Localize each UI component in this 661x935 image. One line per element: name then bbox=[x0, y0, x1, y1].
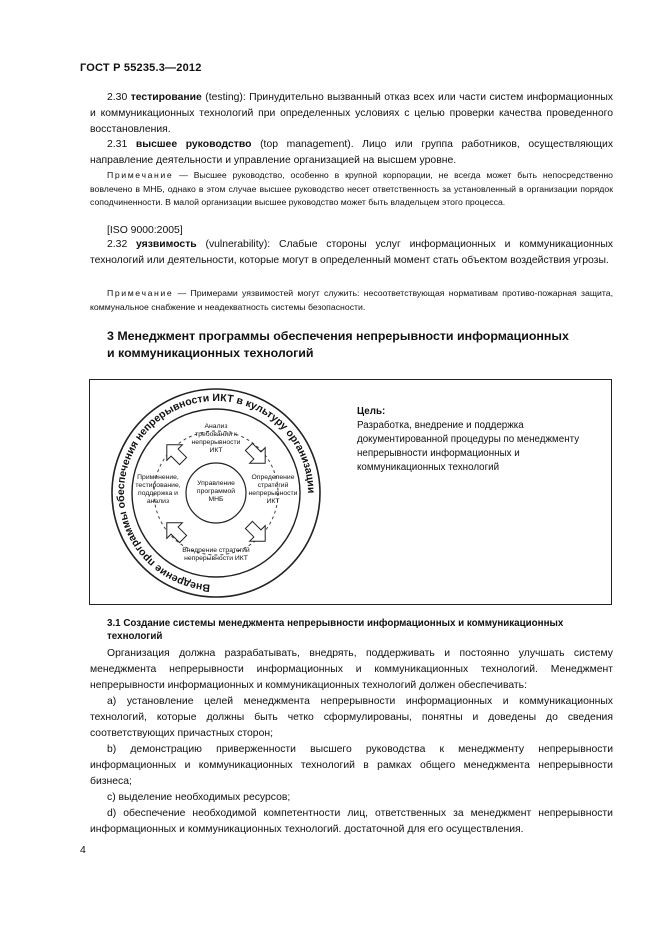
term-number: 2.31 bbox=[107, 139, 128, 150]
pdca-diagram bbox=[100, 384, 332, 602]
list-item-a: a) установление целей менеджмента непрерывности информационных и коммуникационных технологий, которые должны быть четко сформулированы, понятны и доведены до сведения соответствующих причастных сторон; bbox=[90, 696, 613, 739]
label-line: Применение, bbox=[137, 474, 179, 481]
label-line: поддержка и bbox=[138, 490, 178, 497]
list-item-b: b) демонстрацию приверженности высшего руководства к менеджменту непрерывности информационных и коммуникационных технологий в рамках общего менеджмента непрерывности бизнеса; bbox=[90, 744, 613, 787]
label-line: Внедрение стратегий bbox=[182, 547, 250, 554]
term-definition: (top management). Лицо или группа работников, осуществляющих направление деятельности и управление организацией на высшем уровне. bbox=[90, 139, 614, 166]
term-number: 2.32 bbox=[107, 239, 128, 250]
arrow-top-left-icon bbox=[159, 437, 191, 469]
stage-strategy-label bbox=[249, 474, 298, 505]
stage-analysis-label bbox=[192, 423, 241, 454]
label-line: анализ bbox=[146, 498, 170, 505]
stage-testing-label bbox=[135, 474, 180, 505]
figure-goal bbox=[357, 405, 601, 475]
term-name: уязвимость bbox=[136, 239, 197, 250]
label-line: требований к bbox=[195, 431, 237, 438]
term-2-32 bbox=[90, 237, 613, 269]
section-3-title: 3 Менеджмент программы обеспечения непрерывности информационных и коммуникационных технологий bbox=[107, 329, 569, 360]
label-line: Определение bbox=[251, 474, 295, 481]
term-definition: (vulnerability): Слабые стороны услуг информационных и коммуникационных технологий или деятельности, которые могут в определенный момент стать объектом воздействия угрозы. bbox=[90, 239, 614, 266]
note-text: — Высшее руководство, особенно в крупной корпорации, не всегда может быть непосредственно вовлечено в МНБ, однако в этом случае высшее руководство несет ответственность за установленный в организации порядок соподчиненности. В малой организации высшее руководство может быть владельцем этого процесса. bbox=[90, 170, 613, 207]
ring-text: Внедрение программы обеспечения непрерывности ИКТ в культуру организации bbox=[114, 391, 318, 594]
note-label: Примечание bbox=[107, 170, 174, 180]
reference: [ISO 9000:2005] bbox=[107, 225, 183, 236]
arrow-top-right-icon bbox=[241, 439, 273, 471]
arrow-bottom-right-icon bbox=[241, 517, 273, 549]
term-number: 2.30 bbox=[107, 92, 128, 103]
goal-text: Разработка, внедрение и поддержка документированной процедуры по менеджменту непрерывности информационных и коммуникационных технологий bbox=[357, 420, 580, 473]
label-line: ИКТ bbox=[209, 447, 223, 454]
label-line: тестирование, bbox=[135, 482, 181, 489]
note-vulnerability bbox=[90, 287, 613, 314]
label-line: программой bbox=[196, 488, 236, 495]
label-line: непрерывности bbox=[191, 439, 241, 446]
document-header: ГОСТ Р 55235.3—2012 bbox=[80, 62, 202, 74]
section-3-1-title: 3.1 Создание системы менеджмента непрерывности информационных и коммуникационных технологий bbox=[107, 618, 564, 642]
label-line: Анализ bbox=[204, 423, 228, 430]
note-text: — Примерами уязвимостей могут служить: несоответствующая нормативам противо-пожарная защита, коммунальное снабжение и неадекватность системы безопасности. bbox=[90, 288, 613, 312]
label-line: непрерывности ИКТ bbox=[184, 555, 248, 562]
list-item-c: c) выделение необходимых ресурсов; bbox=[107, 792, 291, 803]
term-definition: (testing): Принудительно вызванный отказ всех или части систем информационных и коммуникационных технологий при определенных условиях с целью проверки качества проведенного восстановления. bbox=[90, 92, 614, 135]
label-line: МНБ bbox=[208, 496, 224, 503]
label-line: ИКТ bbox=[266, 498, 280, 505]
list-item-d: d) обеспечение необходимой компетентности лиц, ответственных за менеджмент непрерывности информационных и коммуникационных технологий. достаточной для его осуществления. bbox=[90, 808, 613, 835]
note-top-management bbox=[90, 169, 613, 210]
page-number: 4 bbox=[80, 845, 86, 856]
arrow-bottom-left-icon bbox=[159, 515, 191, 547]
term-2-30 bbox=[90, 90, 613, 138]
term-name: высшее руководство bbox=[135, 139, 252, 150]
label-line: Управление bbox=[197, 480, 235, 487]
note-label: Примечание bbox=[107, 288, 174, 298]
body-paragraph: Организация должна разрабатывать, внедрять, поддерживать и постоянно улучшать систему менеджмента непрерывности информационных и коммуникационных технологий. Менеджмент непрерывности информационных и коммуникационных технологий должен обеспечивать: bbox=[90, 648, 613, 691]
term-2-31 bbox=[90, 137, 613, 169]
center-label bbox=[197, 480, 235, 503]
stage-implementation-label bbox=[182, 546, 250, 562]
label-line: стратегий bbox=[257, 482, 289, 489]
term-name: тестирование bbox=[130, 92, 202, 103]
goal-title: Цель: bbox=[357, 406, 386, 417]
label-line: непрерывности bbox=[248, 490, 298, 497]
